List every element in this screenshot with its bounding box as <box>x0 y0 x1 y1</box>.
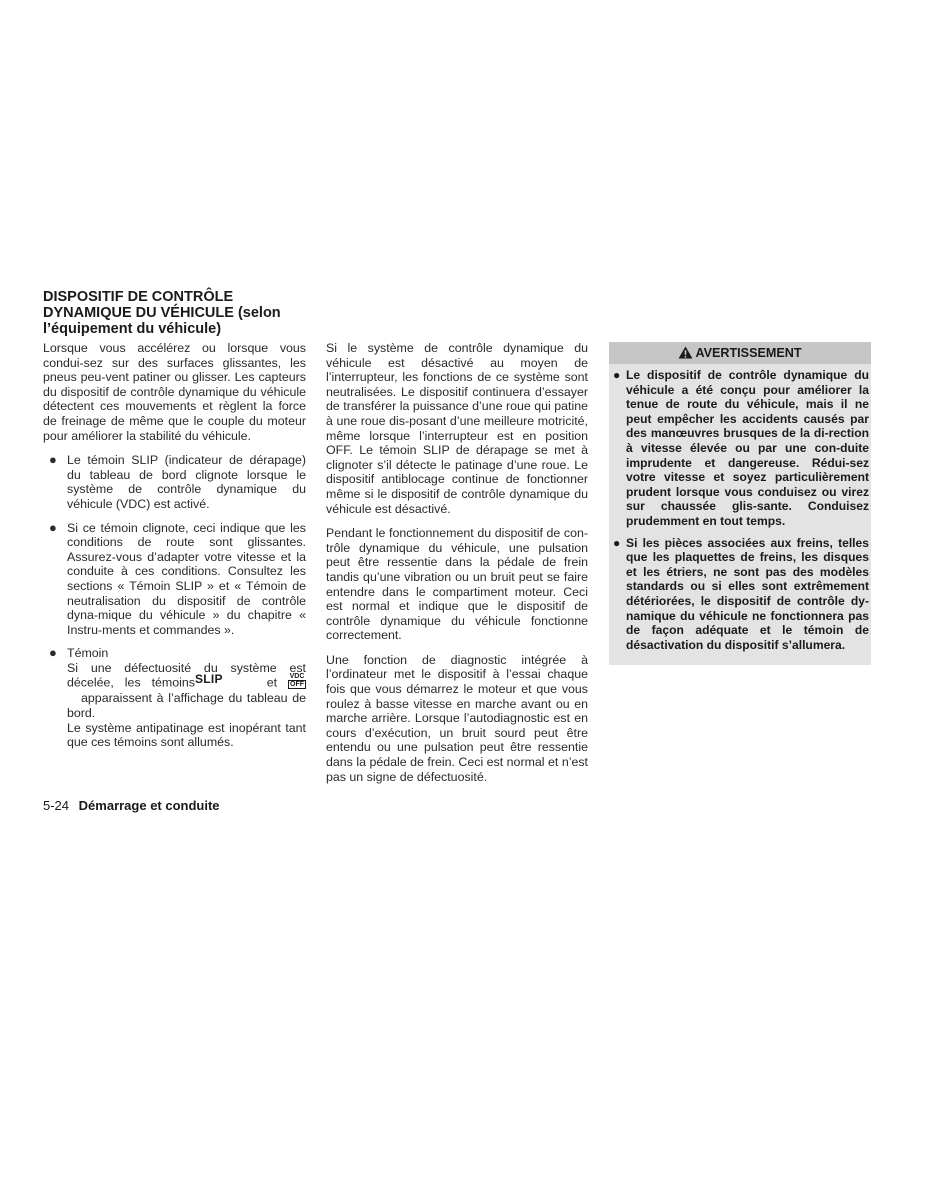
page-footer <box>43 798 220 813</box>
slip-indicator-icon: SLIP <box>194 671 223 686</box>
heading-line-2: DYNAMIQUE DU VÉHICULE (selon <box>43 305 281 321</box>
warning-box <box>609 342 871 665</box>
list-item <box>609 368 869 529</box>
page-number: 5-24 <box>43 798 70 813</box>
temoin-title: Témoin <box>67 646 109 661</box>
bullet-icon: ● <box>49 452 57 468</box>
text-column-left <box>43 341 306 759</box>
text-column-middle <box>326 341 588 794</box>
intro-paragraph: Lorsque vous accélérez ou lorsque vous condui-sez sur des surfaces glissantes, les pneus peu-vent patiner ou glisser. Les capteurs du dispositif de contrôle dynamique du véhicule détectent ces mouvements et règlent la force de freinage de même que le couple du moteur pour améliorer la stabilité du véhicule. <box>43 341 306 443</box>
bullet-text: Le témoin SLIP (indicateur de dérapage) du tableau de bord clignote lorsque le système de contrôle dynamique du véhicule (VDC) est activé. <box>67 453 306 511</box>
bullet-icon: ● <box>613 368 621 382</box>
list-item <box>43 453 306 511</box>
list-item <box>609 536 869 653</box>
paragraph: Une fonction de diagnostic intégrée à l’ordinateur met le dispositif à l’essai chaque fois que vous démarrez le moteur et que vous roulez à basse vitesse en marche avant ou en marche arrière. Lorsque l’autodiagnostic est en cours d’exécution, un bruit sourd peut être entendu ou une pulsation peut être ressentie dans la pédale de frein. Ceci est normal et n’est pas un signe de défectuosité. <box>326 652 588 784</box>
vdc-label: VDC <box>289 673 305 681</box>
temoin-text-c: Le système antipatinage est inopérant tant que ces témoins sont allumés. <box>67 720 306 750</box>
paragraph: Pendant le fonctionnement du dispositif de con-trôle dynamique du véhicule, une pulsation peut être ressentie dans la pédale de frein tandis qu’une vibration ou un bruit peut se faire entendre dans le compartiment moteur. Ceci est normal et indique que le dispositif de contrôle dynamique du véhicule fonctionne correctement. <box>326 526 588 643</box>
temoin-text <box>67 661 306 721</box>
bullet-icon: ● <box>613 535 621 550</box>
section-heading <box>43 289 313 337</box>
heading-line-3: l’équipement du véhicule) <box>43 321 222 337</box>
warning-list <box>609 364 871 652</box>
bullet-list <box>43 453 306 750</box>
temoin-et: et <box>266 675 278 690</box>
off-label: OFF <box>290 681 304 689</box>
bullet-text: Si ce témoin clignote, ceci indique que les conditions de route sont glissantes. Assurez-vous d’adapter votre vitesse et la conduite à ces conditions. Consultez les sections « Témoin SLIP » et « Témoin de neutralisation du dispositif de contrôle dyna-mique du véhicule » du chapitre « Instru-ments et commandes ». <box>67 520 306 637</box>
warning-title-text: AVERTISSEMENT <box>695 346 802 360</box>
warning-triangle-icon <box>678 346 693 359</box>
chapter-title: Démarrage et conduite <box>78 798 220 813</box>
warning-title <box>609 343 871 364</box>
temoin-text-a: Si une défectuosité du système est décelée, les témoins <box>67 660 306 690</box>
temoin-text-b: apparaissent à l’affichage du tableau de bord. <box>67 691 306 721</box>
warning-text: Si les pièces associées aux freins, telles que les plaquettes de freins, les disques et les étriers, ne sont pas des modèles standards ou si elles sont extrêmement détériorées, le dispositif de contrôle dy-namique du véhicule ne fonctionnera pas de façon adéquate et le témoin de désactivation du dispositif s’allumera. <box>626 535 869 652</box>
heading-line-1: DISPOSITIF DE CONTRÔLE <box>43 289 234 305</box>
bullet-icon: ● <box>49 519 57 535</box>
vdc-off-indicator-icon <box>288 673 306 689</box>
list-item <box>43 521 306 638</box>
bullet-icon: ● <box>49 645 57 661</box>
list-item <box>43 646 306 750</box>
warning-text: Le dispositif de contrôle dynamique du véhicule a été conçu pour améliorer la tenue de route du véhicule, mais il ne peut empêcher les accidents causés par des manœuvres brusques de la di-rection à vitesse élevée ou par une con-duite imprudente et dangereuse. Rédui-sez votre vitesse et soyez particulièrement prudent lorsque vous conduisez ou virez sur chaussée glis-sante. Conduisez prudemment en tout temps. <box>626 368 869 528</box>
paragraph: Si le système de contrôle dynamique du véhicule est désactivé au moyen de l’interrupteur, les fonctions de ce système sont neutralisées. Le dispositif continuera d’essayer de transférer la puissance d’une roue qui patine à une roue dis-posant d’une meilleure motricité, même lorsque l’interrupteur est en position OFF. Le témoin SLIP de dérapage se met à clignoter s’il détecte le patinage d’une roue. Le dispositif antiblocage continue de fonctionner même si le dispositif de contrôle dynamique du véhicule est désactivé. <box>326 341 588 516</box>
